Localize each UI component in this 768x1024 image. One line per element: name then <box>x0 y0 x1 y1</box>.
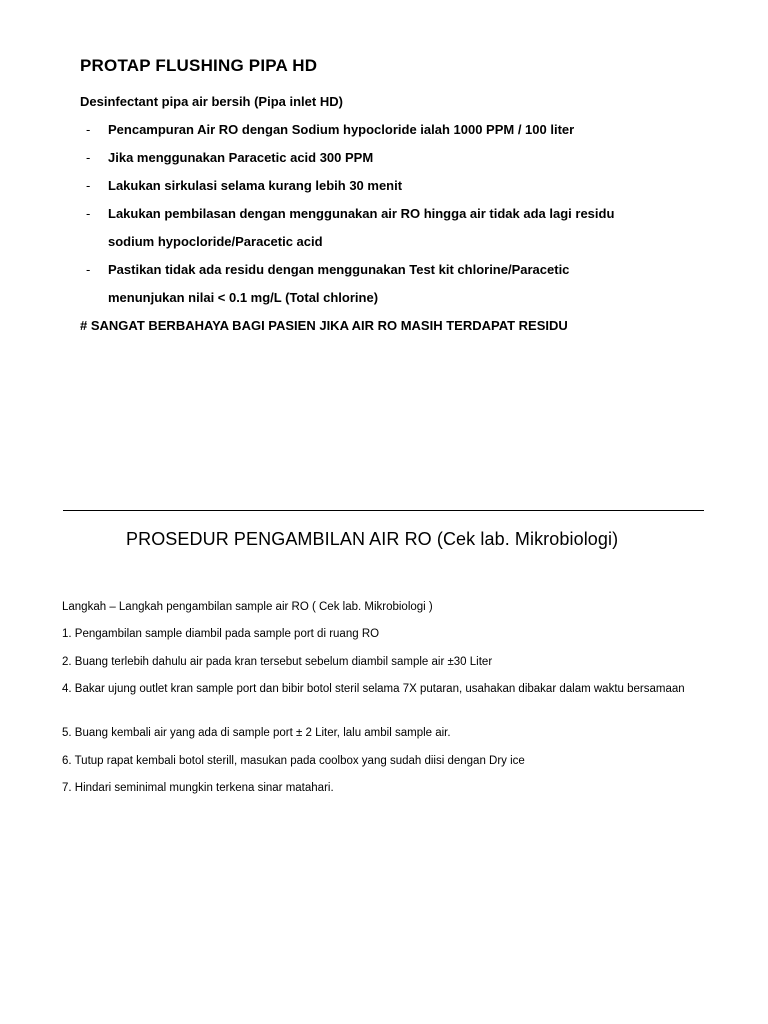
sampling-intro: Langkah – Langkah pengambilan sample air RO ( Cek lab. Mikrobiologi ) <box>62 601 433 613</box>
warning-note: # SANGAT BERBAHAYA BAGI PASIEN JIKA AIR RO MASIH TERDAPAT RESIDU <box>80 318 568 333</box>
sampling-step: 4. Bakar ujung outlet kran sample port dan bibir botol steril selama 7X putaran, usahakan dibakar dalam waktu bersamaan <box>62 683 685 695</box>
sampling-step: 2. Buang terlebih dahulu air pada kran tersebut sebelum diambil sample air ±30 Liter <box>62 656 493 668</box>
bullet-dash: - <box>86 122 91 137</box>
protocol-item: Lakukan sirkulasi selama kurang lebih 30 menit <box>108 178 403 193</box>
sampling-step: 7. Hindari seminimal mungkin terkena sinar matahari. <box>62 782 334 794</box>
sampling-step: 5. Buang kembali air yang ada di sample port ± 2 Liter, lalu ambil sample air. <box>62 727 451 739</box>
protocol-item-continuation: menunjukan nilai < 0.1 mg/L (Total chlorine) <box>108 290 379 305</box>
sampling-step: 1. Pengambilan sample diambil pada sample port di ruang RO <box>62 628 380 640</box>
section-divider <box>63 510 704 511</box>
bullet-dash: - <box>86 206 91 221</box>
sampling-procedure-title: PROSEDUR PENGAMBILAN AIR RO (Cek lab. Mikrobiologi) <box>126 529 619 549</box>
flushing-protocol-subtitle: Desinfectant pipa air bersih (Pipa inlet HD) <box>80 94 343 109</box>
protocol-item: Pencampuran Air RO dengan Sodium hypocloride ialah 1000 PPM / 100 liter <box>108 122 575 137</box>
bullet-dash: - <box>86 150 91 165</box>
bullet-dash: - <box>86 262 91 277</box>
protocol-item: Lakukan pembilasan dengan menggunakan air RO hingga air tidak ada lagi residu <box>108 206 615 221</box>
sampling-step: 6. Tutup rapat kembali botol sterill, masukan pada coolbox yang sudah diisi dengan Dry ice <box>62 755 525 767</box>
protocol-item: Jika menggunakan Paracetic acid 300 PPM <box>108 150 374 165</box>
flushing-protocol-title: PROTAP FLUSHING PIPA HD <box>80 56 318 75</box>
bullet-dash: - <box>86 178 91 193</box>
protocol-item-continuation: sodium hypocloride/Paracetic acid <box>108 234 323 249</box>
protocol-item: Pastikan tidak ada residu dengan menggunakan Test kit chlorine/Paracetic <box>108 262 570 277</box>
